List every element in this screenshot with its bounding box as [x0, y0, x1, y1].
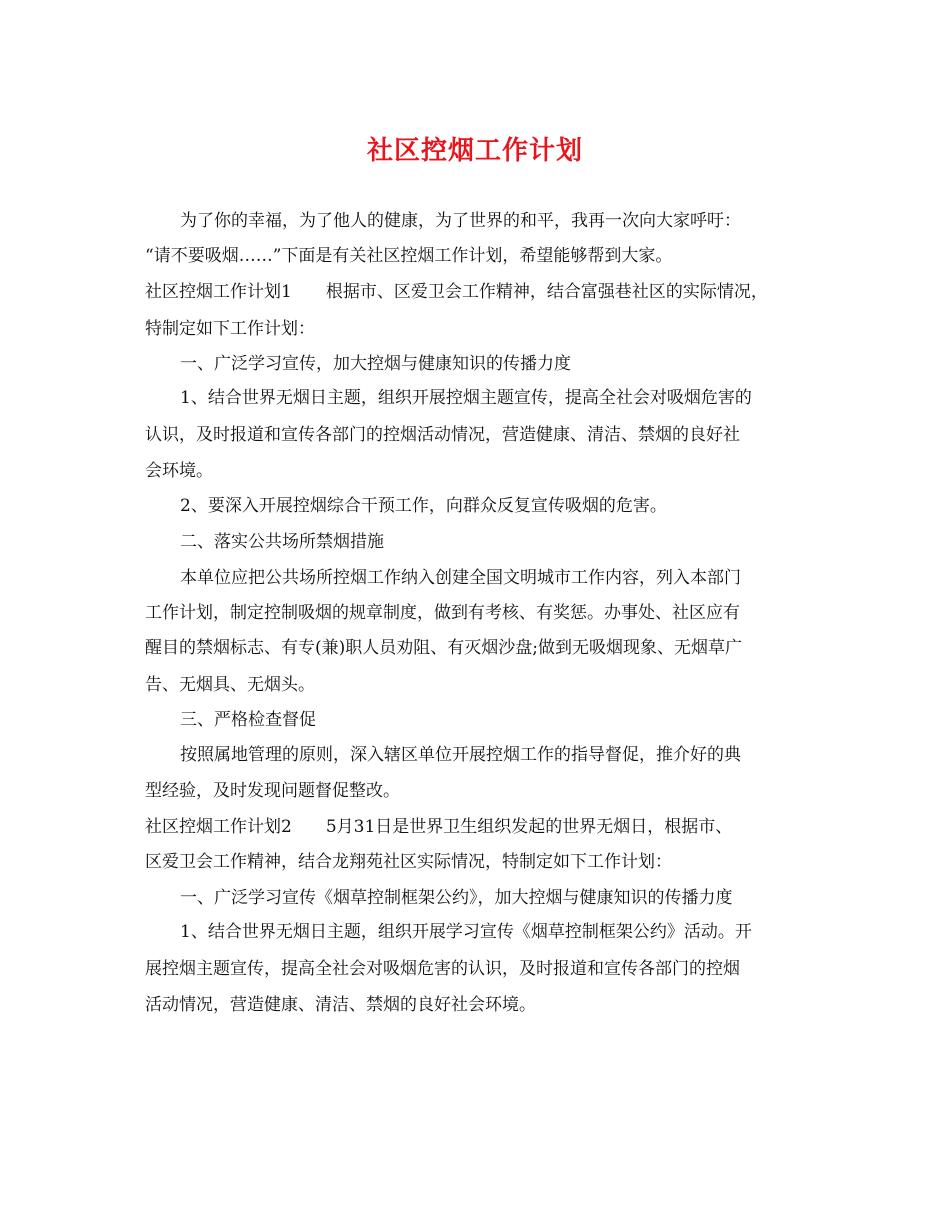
- paragraph-line: 活动情况，营造健康、清洁、禁烟的良好社会环境。: [145, 995, 536, 1015]
- paragraph-line: 2、要深入开展控烟综合干预工作，向群众反复宣传吸烟的危害。: [180, 496, 667, 516]
- paragraph-line: 本单位应把公共场所控烟工作纳入创建全国文明城市工作内容，列入本部门: [180, 568, 741, 588]
- paragraph-line: 会环境。: [145, 461, 213, 481]
- paragraph-line: 型经验，及时发现问题督促整改。: [145, 781, 400, 801]
- paragraph-line: 社区控烟工作计划2 5月31日是世界卫生组织发起的世界无烟日，根据市、: [145, 817, 733, 837]
- paragraph-line: 为了你的幸福，为了他人的健康，为了世界的和平，我再一次向大家呼吁：: [180, 211, 741, 231]
- paragraph-line: 工作计划，制定控制吸烟的规章制度，做到有考核、有奖惩。办事处、社区应有: [145, 603, 740, 623]
- paragraph-line: 特制定如下工作计划：: [145, 319, 315, 339]
- section-heading: 一、广泛学习宣传，加大控烟与健康知识的传播力度: [180, 354, 571, 374]
- paragraph-line: 告、无烟具、无烟头。: [145, 675, 315, 695]
- paragraph-line: “请不要吸烟……”下面是有关社区控烟工作计划，希望能够帮到大家。: [145, 246, 673, 266]
- paragraph-line: 区爱卫会工作精神，结合龙翔苑社区实际情况，特制定如下工作计划：: [145, 852, 672, 872]
- paragraph-line: 展控烟主题宣传，提高全社会对吸烟危害的认识，及时报道和宣传各部门的控烟: [145, 959, 740, 979]
- section-heading: 一、广泛学习宣传《烟草控制框架公约》，加大控烟与健康知识的传播力度: [180, 888, 733, 908]
- paragraph-line: 1、结合世界无烟日主题，组织开展学习宣传《烟草控制框架公约》活动。开: [180, 922, 752, 942]
- paragraph-line: 认识，及时报道和宣传各部门的控烟活动情况，营造健康、清洁、禁烟的良好社: [145, 425, 740, 445]
- section-heading: 二、落实公共场所禁烟措施: [180, 532, 384, 552]
- document-title: 社区控烟工作计划: [366, 136, 583, 166]
- section-heading: 三、严格检查督促: [180, 710, 316, 730]
- paragraph-line: 按照属地管理的原则，深入辖区单位开展控烟工作的指导督促，推介好的典: [180, 745, 741, 765]
- paragraph-line: 社区控烟工作计划1 根据市、区爱卫会工作精神，结合富强巷社区的实际情况，: [145, 282, 768, 302]
- paragraph-line: 1、结合世界无烟日主题，组织开展控烟主题宣传，提高全社会对吸烟危害的: [180, 388, 752, 408]
- paragraph-line: 醒目的禁烟标志、有专(兼)职人员劝阻、有灭烟沙盘;做到无吸烟现象、无烟草广: [145, 638, 742, 658]
